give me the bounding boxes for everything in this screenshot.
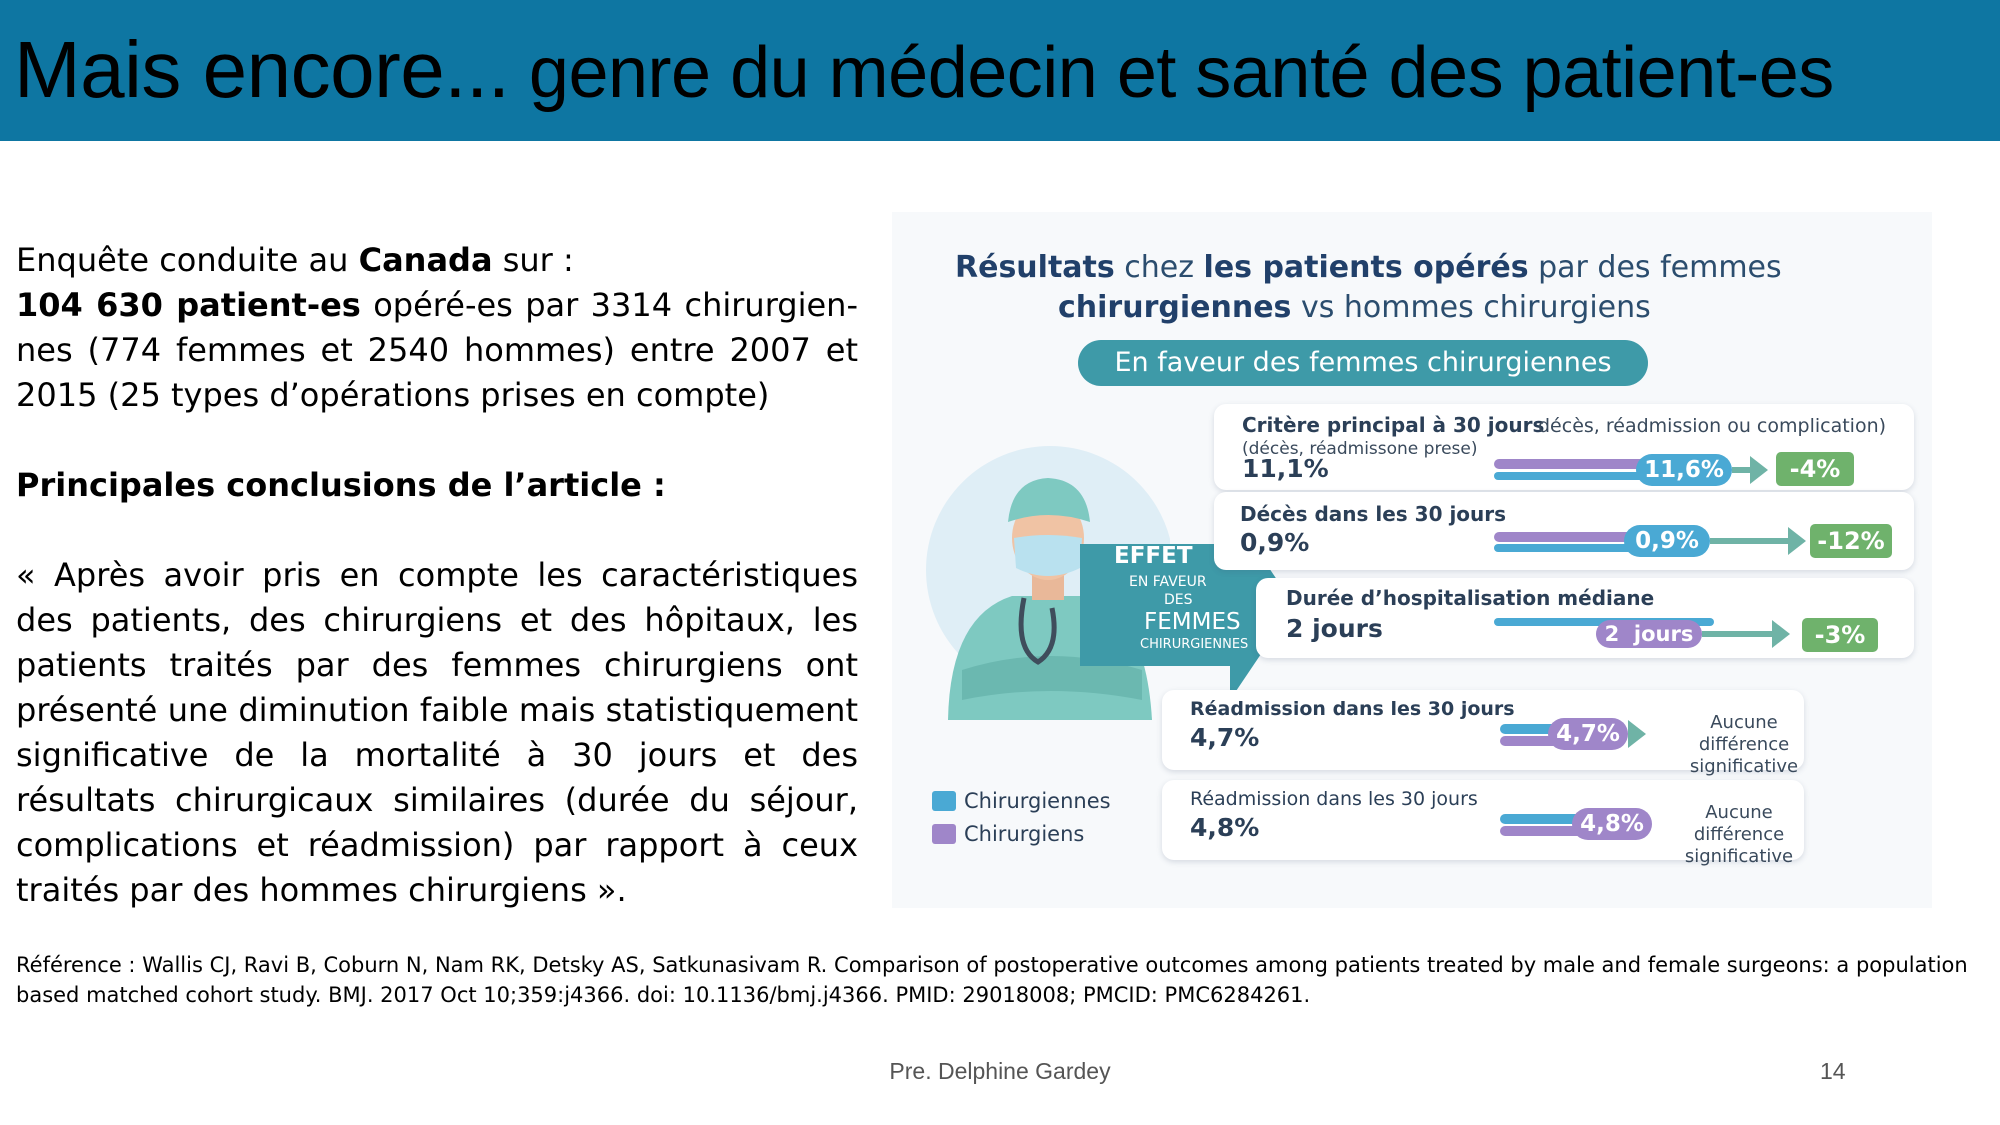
row-value-female: 2 jours xyxy=(1286,614,1383,643)
row-diff-badge: -3% xyxy=(1802,618,1878,652)
survey-intro-text: Enquête conduite au xyxy=(16,241,359,279)
row-value-female: 4,8% xyxy=(1190,813,1260,842)
effect-label-4: FEMMES xyxy=(1144,609,1241,635)
diff-arrow-line xyxy=(1702,631,1774,637)
left-text-column xyxy=(16,238,858,913)
legend-swatch-female xyxy=(932,791,956,811)
patient-count: 104 630 patient-es xyxy=(16,286,361,324)
title-bar xyxy=(0,0,2000,141)
conclusions-heading: Principales conclusions de l’article : xyxy=(16,466,666,504)
title-results: Résultats xyxy=(955,250,1115,285)
row-diff-badge: -12% xyxy=(1810,524,1892,558)
title-chirurgiennes: chirurgiennes xyxy=(1058,290,1292,325)
row-label: Critère principal à 30 jours xyxy=(1242,413,1545,437)
diff-arrow-head xyxy=(1772,620,1790,648)
slide-title-part2: genre du médecin et santé des patient-es xyxy=(509,33,1834,113)
results-infographic xyxy=(892,212,1932,908)
row-value-male: 2 jours xyxy=(1596,620,1702,648)
diff-arrow-line xyxy=(1710,538,1790,544)
row-label: Durée d’hospitalisation médiane xyxy=(1286,586,1655,610)
row-value-male: 4,7% xyxy=(1548,718,1628,750)
infographic-title-line2 xyxy=(1058,288,1651,328)
result-row-stay xyxy=(1256,578,1914,658)
row-label: Réadmission dans les 30 jours xyxy=(1190,698,1515,720)
result-row-readmission-2 xyxy=(1162,780,1804,867)
title-par-femmes: par des femmes xyxy=(1528,250,1782,285)
survey-details-text: opéré-es par 3314 chirurgien-nes (774 femmes et 2540 hommes) entre 2007 et 2015 (25 types d’opérations prises en compte) xyxy=(16,286,859,414)
row-diff-badge: -4% xyxy=(1776,452,1854,486)
favor-women-pill: En faveur des femmes chirurgiennes xyxy=(1078,340,1648,386)
no-diff-arrow-head xyxy=(1628,720,1646,748)
row-value-male: 0,9% xyxy=(1624,525,1710,557)
surgeon-mask xyxy=(1014,535,1082,576)
slide-title-part1: Mais encore... xyxy=(14,25,510,114)
row-label: Réadmission dans les 30 jours xyxy=(1190,788,1478,810)
legend-female-label: Chirurgiennes xyxy=(964,789,1111,813)
footer-author: Pre. Delphine Gardey xyxy=(889,1058,1111,1084)
survey-intro-suffix: sur : xyxy=(492,241,574,279)
article-quote: « Après avoir pris en compte les caractéristiques des patients, des chirurgiens et des hôpitaux, les patients traités par des femmes chirurgiens ont présenté une diminution faible mais statistiquement significative de la mortalité à 30 jours et des résultats chirurgicaux similaires (durée du séjour, complications et réadmission) par rapport à ceux traités par des hommes chirurgiens ». xyxy=(16,556,858,909)
diff-arrow-head xyxy=(1788,527,1806,555)
reference-citation: Référence : Wallis CJ, Ravi B, Coburn N, Nam RK, Detsky AS, Satkunasivam R. Comparison of postoperative outcomes among patients treated by male and female surgeons: a population based matched cohort study. BMJ. 2017 Oct 10;359:j4366. doi: 10.1136/bmj.j4366. PMID: 29018008; PMCID: PMC6284261. xyxy=(16,953,1968,1007)
result-row-readmission-1 xyxy=(1162,690,1804,777)
effect-label-5: CHIRURGIENNES xyxy=(1140,637,1249,652)
legend-swatch-male xyxy=(932,824,956,844)
effect-label-2: EN FAVEUR xyxy=(1129,574,1207,590)
survey-country: Canada xyxy=(358,241,493,279)
survey-intro xyxy=(16,238,858,283)
title-patients: les patients opérés xyxy=(1203,250,1529,285)
page-number: 14 xyxy=(1820,1058,1846,1084)
result-row-death xyxy=(1214,492,1914,570)
infographic-title-line1 xyxy=(955,248,1782,288)
row-value-female: 4,7% xyxy=(1190,723,1260,752)
title-vs-hommes: vs hommes chirurgiens xyxy=(1291,290,1651,325)
row-label: Décès dans les 30 jours xyxy=(1240,502,1507,526)
legend-female xyxy=(932,789,1111,813)
diff-arrow-head xyxy=(1750,456,1768,484)
row-value-female: 11,1% xyxy=(1242,454,1329,483)
effect-label-1: EFFET xyxy=(1114,543,1193,569)
result-row-primary xyxy=(1214,404,1914,490)
legend-male xyxy=(932,822,1084,846)
row-sublabel: (décès, réadmissone prese) xyxy=(1242,439,1478,459)
row-value-male: 11,6% xyxy=(1636,454,1732,486)
row-value-male: 4,8% xyxy=(1572,808,1652,840)
row-note-no-difference: Aucune différence significative xyxy=(1684,802,1794,867)
row-note-no-difference: Aucune différence significative xyxy=(1689,712,1799,777)
row-value-female: 0,9% xyxy=(1240,528,1310,557)
diff-arrow-line xyxy=(1732,467,1752,473)
slide-title xyxy=(14,22,1834,121)
survey-details xyxy=(16,283,858,418)
effect-label-3: DES xyxy=(1164,592,1193,608)
title-chez: chez xyxy=(1114,250,1204,285)
row-label-extra: décès, réadmission ou complication) xyxy=(1538,415,1887,437)
legend-male-label: Chirurgiens xyxy=(964,822,1085,846)
